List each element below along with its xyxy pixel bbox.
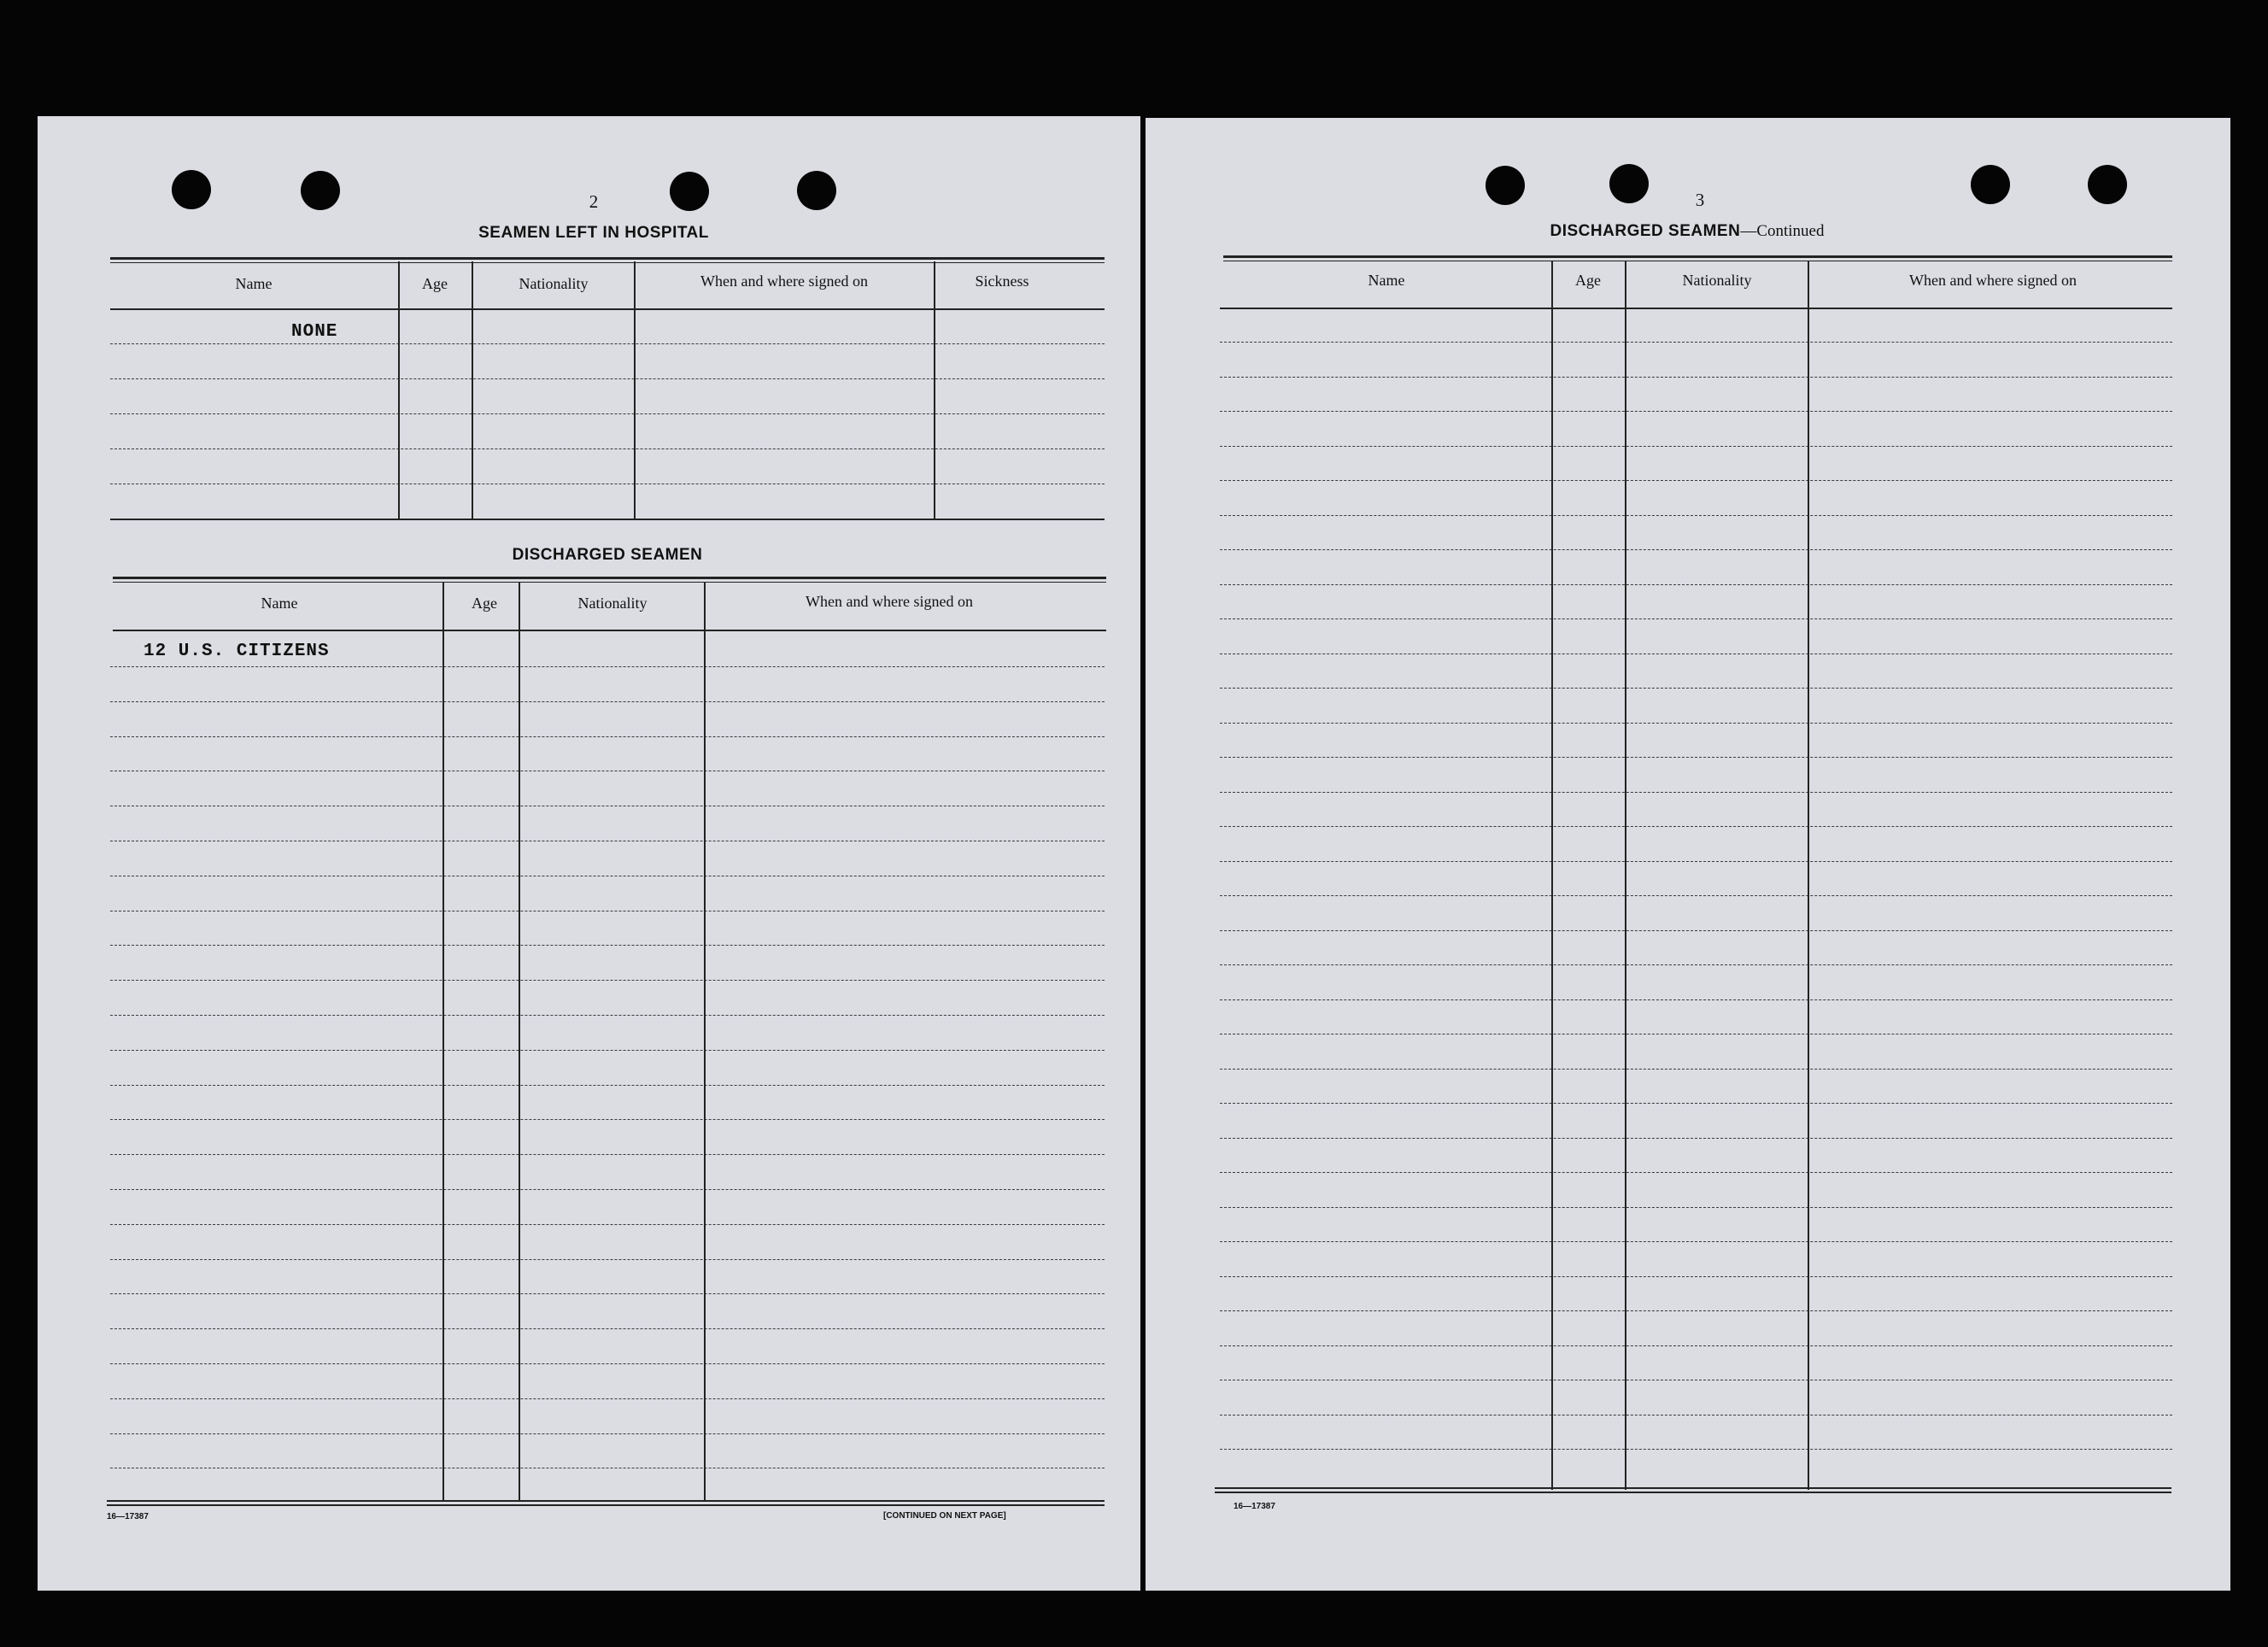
form-number: 16—17387 [1234,1502,1275,1511]
continued-note: [CONTINUED ON NEXT PAGE] [883,1511,1006,1521]
row-rule [110,1328,1105,1329]
row-rule [110,1259,1105,1260]
column-divider [472,261,473,520]
column-divider [1625,261,1626,1490]
row-rule [110,980,1105,981]
row-rule [1220,1241,2172,1242]
row-rule [1220,1276,2172,1277]
row-rule [1220,1172,2172,1173]
table-top-rule [110,257,1105,263]
punch-hole [1609,164,1649,203]
punch-hole [670,172,709,211]
col-header-age: Age [1575,272,1601,289]
row-rule [110,1189,1105,1190]
table-bottom-rule [107,1500,1105,1502]
row-rule [110,378,1105,379]
table-top-rule [113,577,1106,583]
row-rule [110,701,1105,702]
row-rule [1220,688,2172,689]
row-rule [110,1119,1105,1120]
col-header-name: Name [1368,272,1405,289]
row-rule [1220,930,2172,931]
row-rule [110,1433,1105,1434]
column-divider [442,582,444,1502]
column-divider [934,261,935,520]
row-rule [1220,618,2172,619]
row-rule [1220,1138,2172,1139]
col-header-age: Age [422,275,448,292]
row-rule [110,343,1105,344]
header-rule [110,308,1105,310]
punch-hole [1486,166,1525,205]
row-rule [1220,861,2172,862]
row-rule [1220,411,2172,412]
row-rule [1220,1207,2172,1208]
table-bottom-rule [110,519,1105,520]
table-bottom-rule [107,1504,1105,1506]
column-divider [704,582,706,1502]
row-rule [110,1154,1105,1155]
row-rule [1220,446,2172,447]
row-rule [110,666,1105,667]
row-rule [1220,342,2172,343]
table-top-rule [1223,255,2172,261]
col-header-signed-on: When and where signed on [700,273,868,290]
row-rule [110,1050,1105,1051]
row-rule [1220,1034,2172,1035]
right-page [1146,118,2230,1591]
row-rule [1220,515,2172,516]
row-rule [1220,895,2172,896]
col-header-name: Name [235,275,273,292]
page-number: 2 [589,191,599,212]
row-rule [1220,1310,2172,1311]
header-rule [113,630,1106,631]
row-rule [1220,1103,2172,1104]
row-rule [1220,1345,2172,1346]
col-header-sickness: Sickness [975,273,1029,290]
row-rule [110,1015,1105,1016]
column-divider [519,582,520,1502]
row-rule [110,736,1105,737]
column-divider [398,261,400,520]
row-rule [110,1363,1105,1364]
row-rule [1220,549,2172,550]
row-rule [1220,584,2172,585]
row-rule [1220,377,2172,378]
title-main: DISCHARGED SEAMEN [1550,222,1741,240]
discharged-entry: 12 U.S. CITIZENS [144,642,330,661]
discharged-continued-title [1550,222,1825,241]
row-rule [1220,757,2172,758]
row-rule [1220,964,2172,965]
punch-hole [1971,165,2010,204]
punch-hole [797,171,836,210]
row-rule [1220,1069,2172,1070]
row-rule [1220,826,2172,827]
row-rule [110,1398,1105,1399]
col-header-nationality: Nationality [519,275,589,292]
punch-hole [301,171,340,210]
form-number: 16—17387 [107,1512,149,1521]
col-header-nationality: Nationality [577,595,648,612]
table-bottom-rule [1215,1492,2171,1493]
punch-hole [172,170,211,209]
header-rule [1220,308,2172,309]
punch-hole [2088,165,2127,204]
page-number: 3 [1695,190,1705,210]
col-header-name: Name [261,595,298,612]
col-header-signed-on: When and where signed on [1909,272,2077,289]
hospital-entry: NONE [291,322,338,342]
row-rule [1220,999,2172,1000]
left-page [38,116,1140,1591]
row-rule [110,1224,1105,1225]
hospital-section-title: SEAMEN LEFT IN HOSPITAL [478,224,709,242]
col-header-nationality: Nationality [1682,272,1752,289]
row-rule [110,448,1105,449]
column-divider [634,261,636,520]
row-rule [1220,1449,2172,1450]
col-header-signed-on: When and where signed on [806,593,973,610]
column-divider [1551,261,1553,1490]
row-rule [110,413,1105,414]
row-rule [1220,723,2172,724]
column-divider [1808,261,1809,1490]
title-suffix: —Continued [1740,222,1825,240]
row-rule [1220,480,2172,481]
row-rule [110,1293,1105,1294]
discharged-section-title: DISCHARGED SEAMEN [512,546,703,564]
row-rule [110,1085,1105,1086]
row-rule [110,945,1105,946]
row-rule [1220,792,2172,793]
table-bottom-rule [1215,1487,2171,1489]
col-header-age: Age [472,595,497,612]
